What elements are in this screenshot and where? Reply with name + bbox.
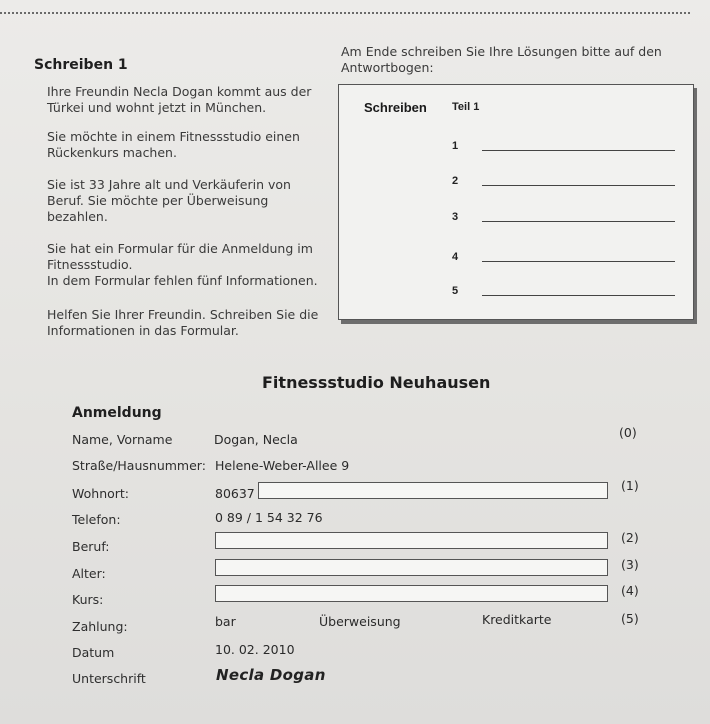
marker-5: (5) (621, 611, 639, 626)
task-line: In dem Formular fehlen fünf Informationen. (47, 273, 318, 288)
task-line: Fitnessstudio. (47, 257, 133, 272)
course-input-box[interactable] (215, 585, 608, 602)
date-value: 10. 02. 2010 (215, 642, 295, 657)
task-line: Informationen in das Formular. (47, 323, 239, 338)
street-value: Helene-Weber-Allee 9 (215, 458, 350, 473)
answer-number-4: 4 (452, 251, 459, 263)
signature-label: Unterschrift (72, 671, 146, 686)
payment-option-credit-card[interactable]: Kreditkarte (482, 612, 552, 627)
task-line: Helfen Sie Ihrer Freundin. Schreiben Sie die (47, 307, 319, 322)
answer-line-2[interactable] (482, 185, 675, 186)
marker-4: (4) (621, 583, 639, 598)
dotted-divider (0, 12, 690, 14)
job-input-box[interactable] (215, 532, 608, 549)
phone-label: Telefon: (72, 512, 121, 527)
phone-value: 0 89 / 1 54 32 76 (215, 510, 323, 525)
answer-number-3: 3 (452, 211, 459, 223)
task-paragraph-4 (47, 241, 337, 289)
marker-0: (0) (619, 425, 637, 440)
answer-sheet (338, 84, 694, 320)
name-label: Name, Vorname (72, 432, 173, 447)
job-label: Beruf: (72, 539, 110, 554)
task-paragraph-2 (47, 129, 327, 161)
task-title: Schreiben 1 (34, 57, 128, 73)
answer-number-5: 5 (452, 285, 459, 297)
marker-2: (2) (621, 530, 639, 545)
answer-line-1[interactable] (482, 150, 675, 151)
task-line: Sie ist 33 Jahre alt und Verkäuferin von (47, 177, 291, 192)
answer-instruction (341, 44, 681, 76)
marker-3: (3) (621, 557, 639, 572)
form-title: Fitnessstudio Neuhausen (262, 373, 491, 392)
answer-line-4[interactable] (482, 261, 675, 262)
street-label: Straße/Hausnummer: (72, 458, 206, 473)
city-input-box[interactable] (258, 482, 608, 499)
course-label: Kurs: (72, 592, 104, 607)
task-line: Sie hat ein Formular für die Anmeldung im (47, 241, 313, 256)
payment-option-transfer[interactable]: Überweisung (319, 614, 401, 629)
answer-number-2: 2 (452, 175, 459, 187)
task-paragraph-1 (47, 84, 327, 116)
task-paragraph-6 (47, 307, 337, 339)
answer-number-1: 1 (452, 140, 459, 152)
age-label: Alter: (72, 566, 106, 581)
city-label: Wohnort: (72, 486, 130, 501)
form-section-title: Anmeldung (72, 405, 162, 421)
task-paragraph-3 (47, 177, 327, 225)
payment-option-cash[interactable]: bar (215, 614, 236, 629)
task-line: Sie möchte in einem Fitnessstudio einen (47, 129, 300, 144)
task-line: bezahlen. (47, 209, 108, 224)
task-line: Rückenkurs machen. (47, 145, 177, 160)
name-value: Dogan, Necla (214, 432, 298, 447)
instruction-line: Antwortbogen: (341, 60, 434, 75)
answer-sheet-title: Schreiben (364, 100, 427, 115)
instruction-line: Am Ende schreiben Sie Ihre Lösungen bitte auf den (341, 44, 662, 59)
payment-label: Zahlung: (72, 619, 128, 634)
answer-line-5[interactable] (482, 295, 675, 296)
marker-1: (1) (621, 478, 639, 493)
task-line: Türkei und wohnt jetzt in München. (47, 100, 267, 115)
signature-value: Necla Dogan (216, 666, 326, 684)
age-input-box[interactable] (215, 559, 608, 576)
city-postal-code: 80637 (215, 486, 255, 501)
answer-line-3[interactable] (482, 221, 675, 222)
date-label: Datum (72, 645, 115, 660)
task-line: Beruf. Sie möchte per Überweisung (47, 193, 269, 208)
task-line: Ihre Freundin Necla Dogan kommt aus der (47, 84, 312, 99)
answer-sheet-part: Teil 1 (452, 101, 480, 113)
